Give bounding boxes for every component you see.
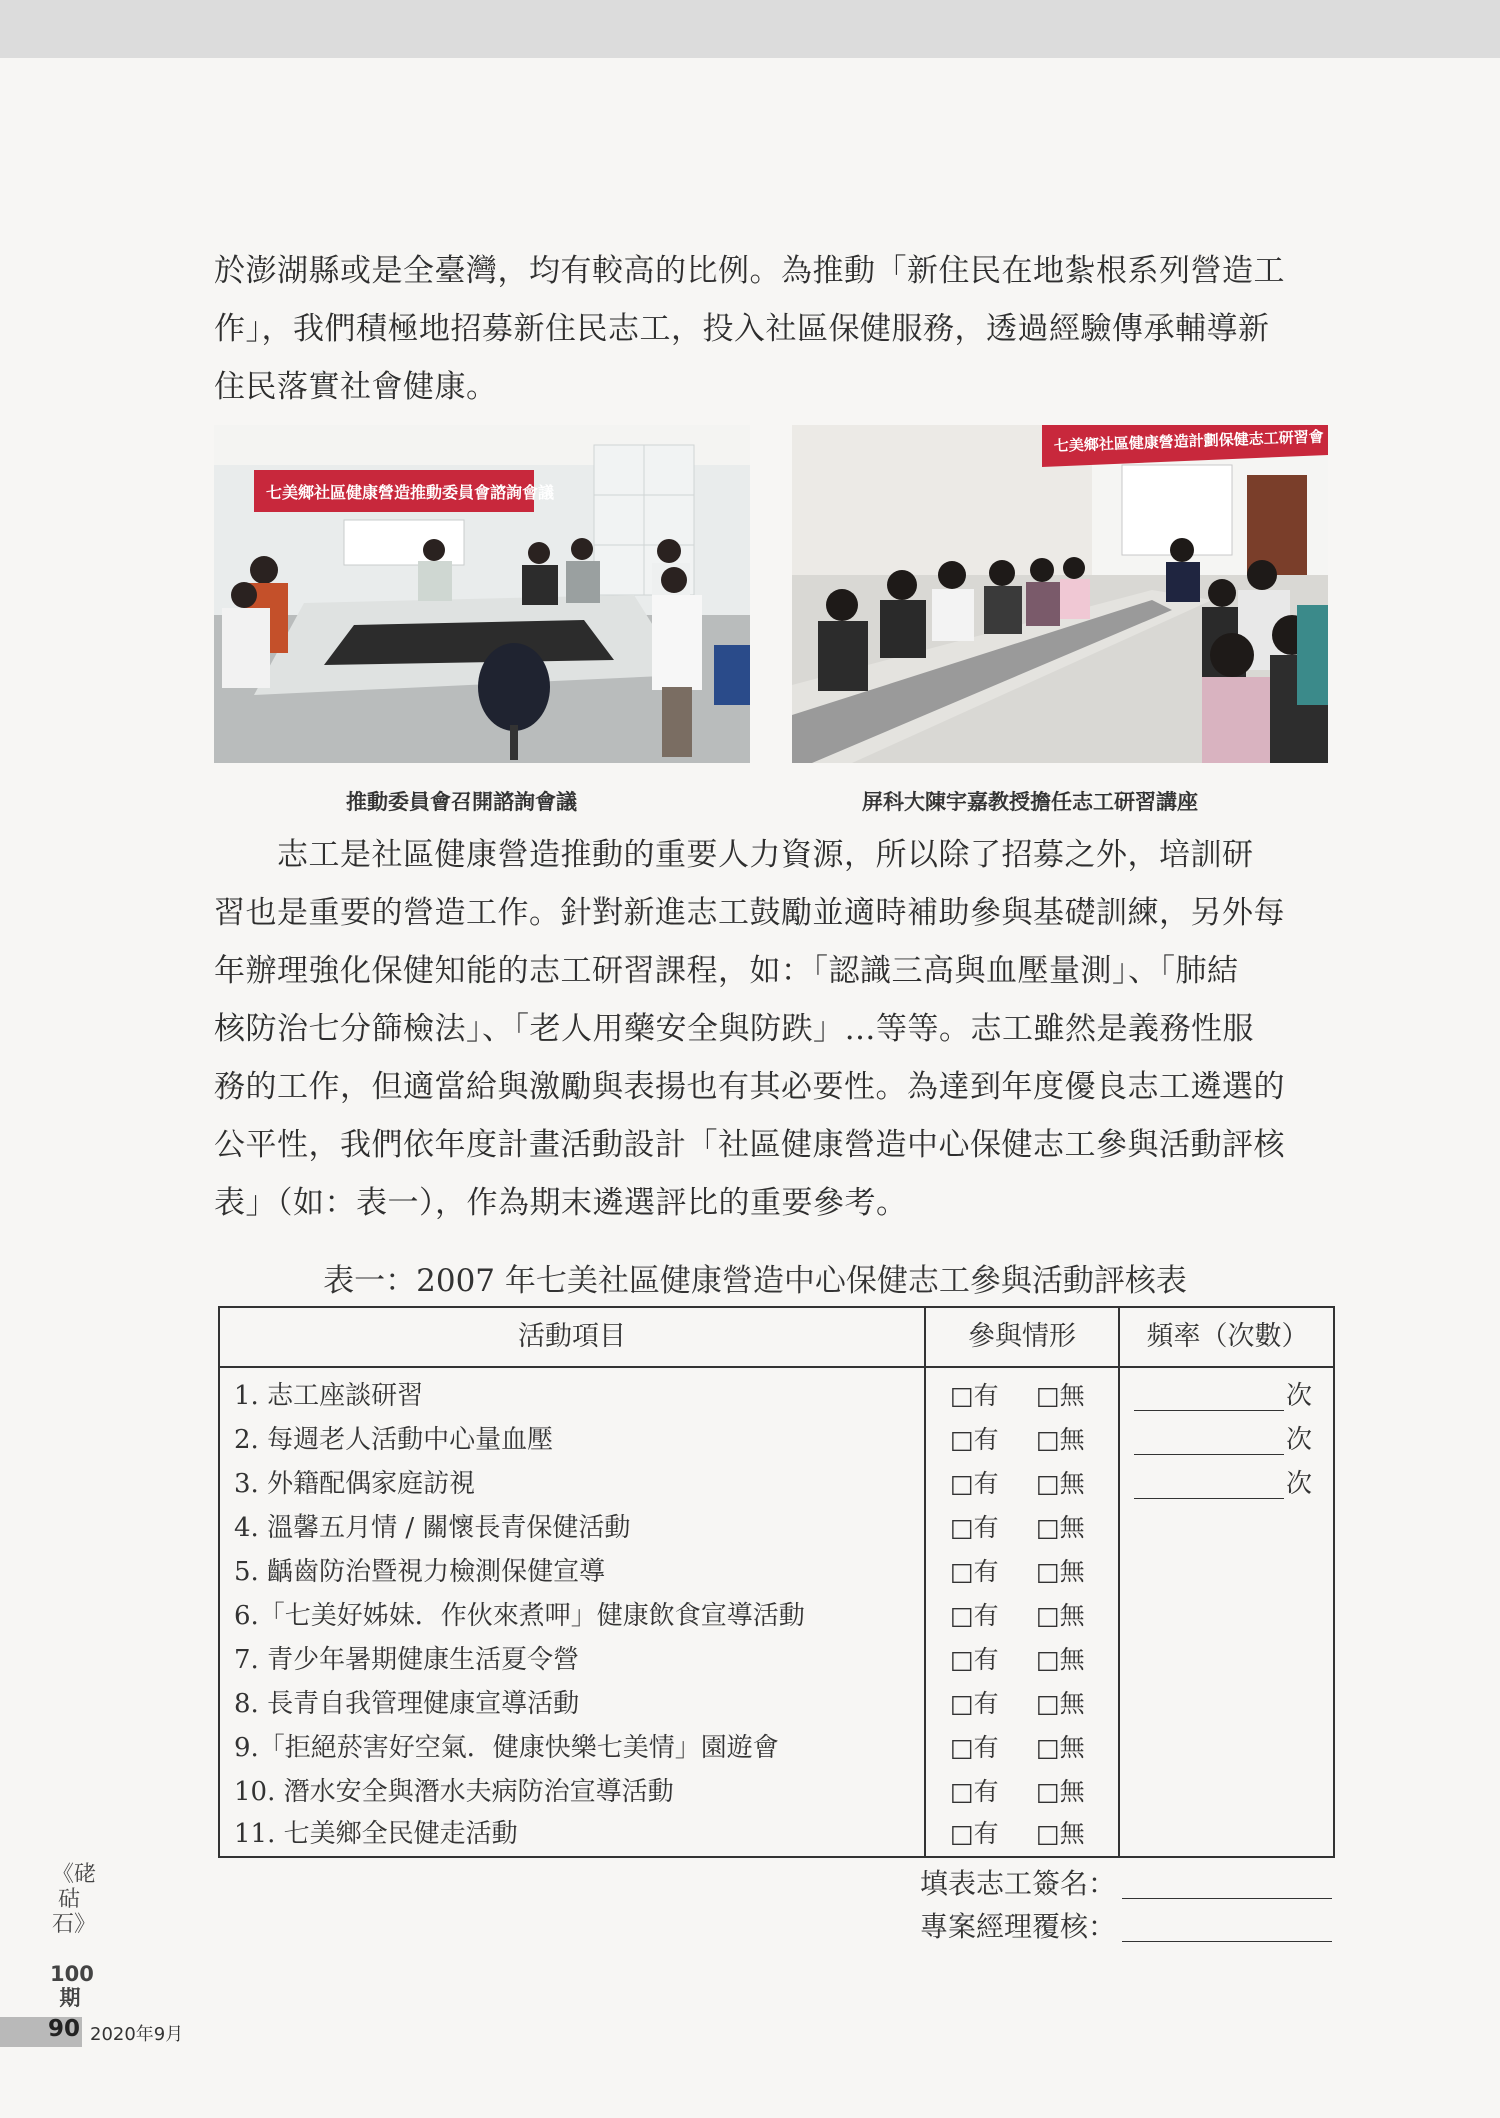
paragraph-line: 表」（如：表一），作為期末遴選評比的重要參考。	[214, 1185, 908, 1221]
paragraph-line: 公平性，我們依年度計畫活動設計「社區健康營造中心保健志工參與活動評核	[214, 1127, 1285, 1163]
manager-review-line	[920, 1905, 1332, 1945]
frequency-field[interactable]	[1134, 1462, 1312, 1506]
paragraph-line: 習也是重要的營造工作。針對新進志工鼓勵並適時補助參與基礎訓練，另外每	[214, 895, 1285, 931]
table-row	[220, 1812, 1333, 1856]
manager-review-label: 專案經理覆核：	[920, 1910, 1117, 1943]
activity-name: 8. 長青自我管理健康宣導活動	[234, 1689, 580, 1719]
paragraph-2	[214, 826, 1329, 1232]
table-row	[220, 1418, 1333, 1462]
activity-name: 5. 齲齒防治暨視力檢測保健宣導	[234, 1557, 606, 1587]
checkbox-no[interactable]: □無	[1036, 1777, 1085, 1806]
checkbox-yes[interactable]: □有	[950, 1819, 999, 1848]
meeting-photo-illustration	[214, 425, 750, 763]
manager-review-blank[interactable]	[1122, 1916, 1332, 1942]
frequency-field[interactable]	[1134, 1418, 1312, 1462]
journal-name-vertical: 《硓𥑮石》	[52, 1862, 97, 1937]
checkbox-yes[interactable]: □有	[950, 1381, 999, 1410]
checkbox-no[interactable]: □無	[1036, 1557, 1085, 1586]
volunteer-signature-label: 填表志工簽名：	[920, 1867, 1117, 1900]
volunteer-signature-blank[interactable]	[1122, 1873, 1332, 1899]
checkbox-no[interactable]: □無	[1036, 1689, 1085, 1718]
frequency-blank[interactable]	[1134, 1383, 1284, 1411]
table-row	[220, 1374, 1333, 1418]
checkbox-no[interactable]: □無	[1036, 1513, 1085, 1542]
photo-caption-right: 屏科大陳宇嘉教授擔任志工研習講座	[862, 790, 1198, 814]
checkbox-yes[interactable]: □有	[950, 1469, 999, 1498]
header-activity-item: 活動項目	[518, 1321, 626, 1352]
times-unit: 次	[1286, 1425, 1313, 1455]
seminar-photo-illustration	[792, 425, 1328, 763]
paragraph-line: 作」，我們積極地招募新住民志工，投入社區保健服務，透過經驗傳承輔導新	[214, 311, 1270, 347]
table-row	[220, 1638, 1333, 1682]
paragraph-line: 核防治七分篩檢法」、「老人用藥安全與防跌」…等等。志工雖然是義務性服	[214, 1011, 1254, 1047]
checkbox-yes[interactable]: □有	[950, 1733, 999, 1762]
photo-caption-left: 推動委員會召開諮詢會議	[346, 790, 577, 814]
table-row	[220, 1594, 1333, 1638]
frequency-blank[interactable]	[1134, 1471, 1284, 1499]
table-row	[220, 1726, 1333, 1770]
activity-name: 6.「七美好姊妹．作伙來煮呷」健康飲食宣導活動	[234, 1601, 805, 1631]
checkbox-yes[interactable]: □有	[950, 1601, 999, 1630]
issue-date: 2020年9月	[90, 2024, 184, 2045]
checkbox-no[interactable]: □無	[1036, 1425, 1085, 1454]
table-row	[220, 1506, 1333, 1550]
issue-number: 100期	[50, 1962, 94, 2010]
paragraph-line: 務的工作，但適當給與激勵與表揚也有其必要性。為達到年度優良志工遴選的	[214, 1069, 1285, 1105]
checkbox-no[interactable]: □無	[1036, 1469, 1085, 1498]
checkbox-yes[interactable]: □有	[950, 1777, 999, 1806]
paragraph-line: 年辦理強化保健知能的志工研習課程，如：「認識三高與血壓量測」、「肺結	[214, 953, 1239, 989]
checkbox-yes[interactable]: □有	[950, 1689, 999, 1718]
activity-name: 7. 青少年暑期健康生活夏令營	[234, 1645, 580, 1675]
table-header	[220, 1308, 1333, 1368]
header-frequency: 頻率（次數）	[1146, 1321, 1309, 1352]
paragraph-line: 住民落實社會健康。	[214, 369, 498, 405]
meeting-photo-left	[214, 425, 750, 763]
checkbox-no[interactable]: □無	[1036, 1733, 1085, 1762]
table-row	[220, 1682, 1333, 1726]
activity-name: 3. 外籍配偶家庭訪視	[234, 1469, 476, 1499]
activity-name: 11. 七美鄉全民健走活動	[234, 1819, 518, 1849]
activity-name: 1. 志工座談研習	[234, 1381, 424, 1411]
frequency-field[interactable]	[1134, 1374, 1312, 1418]
paragraph-line: 志工是社區健康營造推動的重要人力資源，所以除了招募之外，培訓研	[214, 837, 1254, 873]
checkbox-yes[interactable]: □有	[950, 1513, 999, 1542]
paragraph-1	[214, 242, 1329, 416]
checkbox-no[interactable]: □無	[1036, 1819, 1085, 1848]
table-row	[220, 1462, 1333, 1506]
table-row	[220, 1550, 1333, 1594]
activity-name: 9.「拒絕菸害好空氣．健康快樂七美情」園遊會	[234, 1733, 779, 1763]
page-top-margin-bar	[0, 0, 1500, 58]
page-number: 90	[48, 2016, 81, 2042]
activity-name: 4. 溫馨五月情 / 關懷長青保健活動	[234, 1513, 631, 1543]
times-unit: 次	[1286, 1469, 1313, 1499]
checkbox-no[interactable]: □無	[1036, 1645, 1085, 1674]
paragraph-line: 於澎湖縣或是全臺灣，均有較高的比例。為推動「新住民在地紮根系列營造工	[214, 253, 1285, 289]
activity-name: 10. 潛水安全與潛水夫病防治宣導活動	[234, 1777, 674, 1807]
photo-banner-text: 七美鄉社區健康營造計劃保健志工研習會	[1053, 427, 1324, 455]
checkbox-yes[interactable]: □有	[950, 1645, 999, 1674]
table-row	[220, 1770, 1333, 1814]
checkbox-no[interactable]: □無	[1036, 1381, 1085, 1410]
volunteer-signature-line	[920, 1862, 1332, 1902]
header-participation: 參與情形	[968, 1321, 1076, 1352]
evaluation-table	[218, 1306, 1335, 1858]
table-title: 表一：2007 年七美社區健康營造中心保健志工參與活動評核表	[323, 1263, 1187, 1299]
photo-banner-text: 七美鄉社區健康營造推動委員會諮詢會議	[266, 483, 555, 502]
checkbox-no[interactable]: □無	[1036, 1601, 1085, 1630]
seminar-photo-right	[792, 425, 1328, 763]
times-unit: 次	[1286, 1381, 1313, 1411]
checkbox-yes[interactable]: □有	[950, 1425, 999, 1454]
frequency-blank[interactable]	[1134, 1427, 1284, 1455]
checkbox-yes[interactable]: □有	[950, 1557, 999, 1586]
activity-name: 2. 每週老人活動中心量血壓	[234, 1425, 554, 1455]
